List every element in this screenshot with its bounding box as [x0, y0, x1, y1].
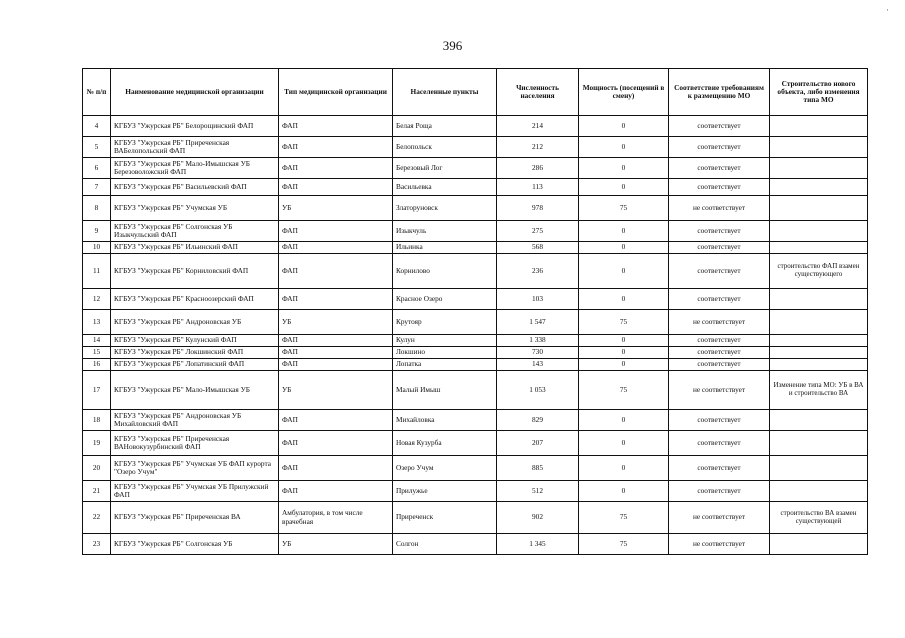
settlement-cell: Корнилово	[393, 254, 497, 289]
table-row	[83, 534, 868, 555]
population-cell: 207	[497, 431, 579, 456]
row-number-cell: 8	[83, 196, 111, 221]
construction-cell	[770, 116, 868, 137]
construction-cell	[770, 242, 868, 254]
population-cell: 568	[497, 242, 579, 254]
settlement-cell: Приреченск	[393, 502, 497, 534]
settlement-cell: Кулун	[393, 335, 497, 347]
capacity-cell: 0	[579, 456, 669, 481]
population-cell: 103	[497, 289, 579, 310]
capacity-cell: 0	[579, 254, 669, 289]
settlement-cell: Ильинка	[393, 242, 497, 254]
page-number: 396	[442, 38, 463, 53]
capacity-cell: 0	[579, 116, 669, 137]
organization-type-cell: УБ	[279, 310, 393, 335]
compliance-cell: соответствует	[669, 137, 770, 158]
table-header-row	[83, 69, 868, 116]
construction-cell	[770, 481, 868, 502]
settlement-cell: Крутояр	[393, 310, 497, 335]
header-construction: Строительство нового объекта, либо изменения типа МО	[770, 69, 868, 116]
population-cell: 978	[497, 196, 579, 221]
population-cell: 236	[497, 254, 579, 289]
header-organization-type: Тип медицинской организации	[279, 69, 393, 116]
capacity-cell: 0	[579, 289, 669, 310]
table-row	[83, 481, 868, 502]
row-number-cell: 10	[83, 242, 111, 254]
table-row	[83, 456, 868, 481]
population-cell: 143	[497, 359, 579, 371]
compliance-cell: не соответствует	[669, 502, 770, 534]
settlement-cell: Белая Роща	[393, 116, 497, 137]
organization-name-cell: КГБУЗ "Ужурская РБ" Локшинский ФАП	[111, 347, 279, 359]
table-row	[83, 310, 868, 335]
table-row	[83, 347, 868, 359]
row-number-cell: 21	[83, 481, 111, 502]
corner-mark: ·	[886, 5, 889, 15]
table-row	[83, 196, 868, 221]
settlement-cell: Златоруновск	[393, 196, 497, 221]
header-settlements: Населенные пункты	[393, 69, 497, 116]
construction-cell	[770, 410, 868, 431]
population-cell: 829	[497, 410, 579, 431]
organization-name-cell: КГБУЗ "Ужурская РБ" Солгонская УБ	[111, 534, 279, 555]
construction-cell: строительство ФАП взамен существующего	[770, 254, 868, 289]
row-number-cell: 5	[83, 137, 111, 158]
table-row	[83, 254, 868, 289]
compliance-cell: соответствует	[669, 456, 770, 481]
compliance-cell: соответствует	[669, 431, 770, 456]
construction-cell: Изменение типа МО: УБ в ВА и строительство ВА	[770, 371, 868, 410]
population-cell: 1 547	[497, 310, 579, 335]
organization-type-cell: ФАП	[279, 254, 393, 289]
organization-type-cell: ФАП	[279, 116, 393, 137]
organization-name-cell: КГБУЗ "Ужурская РБ" Учумская УБ ФАП курорта "Озеро Учум"	[111, 456, 279, 481]
compliance-cell: не соответствует	[669, 196, 770, 221]
organization-name-cell: КГБУЗ "Ужурская РБ" Приреченская ВАНовокузурбинский ФАП	[111, 431, 279, 456]
construction-cell	[770, 137, 868, 158]
header-organization-name: Наименование медицинской организации	[111, 69, 279, 116]
compliance-cell: соответствует	[669, 359, 770, 371]
organization-name-cell: КГБУЗ "Ужурская РБ" Учумская УБ Прилужский ФАП	[111, 481, 279, 502]
table-row	[83, 502, 868, 534]
organization-type-cell: ФАП	[279, 137, 393, 158]
settlement-cell: Малый Имыш	[393, 371, 497, 410]
table-row	[83, 289, 868, 310]
capacity-cell: 0	[579, 221, 669, 242]
compliance-cell: не соответствует	[669, 534, 770, 555]
organization-name-cell: КГБУЗ "Ужурская РБ" Кулунский ФАП	[111, 335, 279, 347]
row-number-cell: 20	[83, 456, 111, 481]
settlement-cell: Новая Кузурба	[393, 431, 497, 456]
capacity-cell: 75	[579, 196, 669, 221]
organization-name-cell: КГБУЗ "Ужурская РБ" Красноозерский ФАП	[111, 289, 279, 310]
capacity-cell: 75	[579, 371, 669, 410]
construction-cell	[770, 289, 868, 310]
row-number-cell: 4	[83, 116, 111, 137]
population-cell: 1 338	[497, 335, 579, 347]
table-body	[83, 116, 868, 555]
construction-cell	[770, 310, 868, 335]
construction-cell	[770, 196, 868, 221]
population-cell: 885	[497, 456, 579, 481]
organization-name-cell: КГБУЗ "Ужурская РБ" Васильевский ФАП	[111, 179, 279, 196]
capacity-cell: 0	[579, 137, 669, 158]
compliance-cell: соответствует	[669, 116, 770, 137]
organization-name-cell: КГБУЗ "Ужурская РБ" Мало-Имышская УБ Березоволожский ФАП	[111, 158, 279, 179]
population-cell: 902	[497, 502, 579, 534]
table-row	[83, 371, 868, 410]
population-cell: 113	[497, 179, 579, 196]
table-row	[83, 410, 868, 431]
compliance-cell: соответствует	[669, 335, 770, 347]
header-number: № п/п	[83, 69, 111, 116]
organization-type-cell: УБ	[279, 534, 393, 555]
row-number-cell: 16	[83, 359, 111, 371]
population-cell: 730	[497, 347, 579, 359]
settlement-cell: Лопатка	[393, 359, 497, 371]
population-cell: 1 345	[497, 534, 579, 555]
row-number-cell: 11	[83, 254, 111, 289]
row-number-cell: 23	[83, 534, 111, 555]
compliance-cell: соответствует	[669, 481, 770, 502]
compliance-cell: не соответствует	[669, 310, 770, 335]
row-number-cell: 7	[83, 179, 111, 196]
organization-type-cell: ФАП	[279, 456, 393, 481]
settlement-cell: Красное Озеро	[393, 289, 497, 310]
table-row	[83, 116, 868, 137]
construction-cell: строительство ВА взамен существующей	[770, 502, 868, 534]
capacity-cell: 0	[579, 410, 669, 431]
settlement-cell: Белопольск	[393, 137, 497, 158]
settlement-cell: Прилужье	[393, 481, 497, 502]
construction-cell	[770, 359, 868, 371]
table-row	[83, 221, 868, 242]
capacity-cell: 75	[579, 310, 669, 335]
capacity-cell: 0	[579, 242, 669, 254]
compliance-cell: не соответствует	[669, 371, 770, 410]
capacity-cell: 0	[579, 335, 669, 347]
medical-organizations-table	[82, 68, 868, 555]
construction-cell	[770, 347, 868, 359]
construction-cell	[770, 179, 868, 196]
organization-name-cell: КГБУЗ "Ужурская РБ" Корниловский ФАП	[111, 254, 279, 289]
header-capacity: Мощность (посещений в смену)	[579, 69, 669, 116]
construction-cell	[770, 221, 868, 242]
population-cell: 512	[497, 481, 579, 502]
compliance-cell: соответствует	[669, 179, 770, 196]
organization-type-cell: ФАП	[279, 410, 393, 431]
row-number-cell: 12	[83, 289, 111, 310]
settlement-cell: Березовый Лог	[393, 158, 497, 179]
table-row	[83, 242, 868, 254]
organization-type-cell: ФАП	[279, 221, 393, 242]
capacity-cell: 0	[579, 359, 669, 371]
row-number-cell: 9	[83, 221, 111, 242]
organization-name-cell: КГБУЗ "Ужурская РБ" Андроновская УБ	[111, 310, 279, 335]
organization-type-cell: ФАП	[279, 335, 393, 347]
table-row	[83, 158, 868, 179]
table-row	[83, 137, 868, 158]
organization-name-cell: КГБУЗ "Ужурская РБ" Лопатинский ФАП	[111, 359, 279, 371]
table-row	[83, 179, 868, 196]
capacity-cell: 0	[579, 431, 669, 456]
compliance-cell: соответствует	[669, 254, 770, 289]
organization-name-cell: КГБУЗ "Ужурская РБ" Андроновская УБ Михайловский ФАП	[111, 410, 279, 431]
row-number-cell: 6	[83, 158, 111, 179]
construction-cell	[770, 158, 868, 179]
organization-type-cell: ФАП	[279, 347, 393, 359]
table-row	[83, 335, 868, 347]
compliance-cell: соответствует	[669, 347, 770, 359]
compliance-cell: соответствует	[669, 221, 770, 242]
compliance-cell: соответствует	[669, 242, 770, 254]
organization-type-cell: ФАП	[279, 179, 393, 196]
row-number-cell: 19	[83, 431, 111, 456]
compliance-cell: соответствует	[669, 158, 770, 179]
organization-type-cell: ФАП	[279, 158, 393, 179]
header-compliance: Соответствие требованиям к размещению МО	[669, 69, 770, 116]
table-row	[83, 359, 868, 371]
organization-name-cell: КГБУЗ "Ужурская РБ" Учумская УБ	[111, 196, 279, 221]
construction-cell	[770, 534, 868, 555]
capacity-cell: 0	[579, 179, 669, 196]
population-cell: 212	[497, 137, 579, 158]
construction-cell	[770, 431, 868, 456]
compliance-cell: соответствует	[669, 410, 770, 431]
population-cell: 1 053	[497, 371, 579, 410]
organization-type-cell: УБ	[279, 196, 393, 221]
settlement-cell: Солгон	[393, 534, 497, 555]
organization-type-cell: Амбулатория, в том числе врачебная	[279, 502, 393, 534]
row-number-cell: 15	[83, 347, 111, 359]
organization-type-cell: ФАП	[279, 481, 393, 502]
population-cell: 214	[497, 116, 579, 137]
organization-type-cell: ФАП	[279, 242, 393, 254]
population-cell: 286	[497, 158, 579, 179]
table-row	[83, 431, 868, 456]
settlement-cell: Михайловка	[393, 410, 497, 431]
settlement-cell: Озеро Учум	[393, 456, 497, 481]
organization-name-cell: КГБУЗ "Ужурская РБ" Ильинский ФАП	[111, 242, 279, 254]
settlement-cell: Изыкчуль	[393, 221, 497, 242]
organization-name-cell: КГБУЗ "Ужурская РБ" Мало-Имышская УБ	[111, 371, 279, 410]
row-number-cell: 17	[83, 371, 111, 410]
organization-name-cell: КГБУЗ "Ужурская РБ" Приреченская ВА	[111, 502, 279, 534]
capacity-cell: 0	[579, 347, 669, 359]
organization-name-cell: КГБУЗ "Ужурская РБ" Приреченская ВАБелопольский ФАП	[111, 137, 279, 158]
row-number-cell: 18	[83, 410, 111, 431]
capacity-cell: 75	[579, 534, 669, 555]
header-population: Численность населения	[497, 69, 579, 116]
row-number-cell: 14	[83, 335, 111, 347]
row-number-cell: 13	[83, 310, 111, 335]
capacity-cell: 0	[579, 158, 669, 179]
organization-name-cell: КГБУЗ "Ужурская РБ" Белорощинский ФАП	[111, 116, 279, 137]
organization-type-cell: ФАП	[279, 359, 393, 371]
organization-type-cell: ФАП	[279, 289, 393, 310]
organization-name-cell: КГБУЗ "Ужурская РБ" Солгонская УБ Изыкчульский ФАП	[111, 221, 279, 242]
population-cell: 275	[497, 221, 579, 242]
settlement-cell: Локшино	[393, 347, 497, 359]
construction-cell	[770, 456, 868, 481]
row-number-cell: 22	[83, 502, 111, 534]
settlement-cell: Васильевка	[393, 179, 497, 196]
construction-cell	[770, 335, 868, 347]
compliance-cell: соответствует	[669, 289, 770, 310]
organization-type-cell: ФАП	[279, 431, 393, 456]
capacity-cell: 75	[579, 502, 669, 534]
capacity-cell: 0	[579, 481, 669, 502]
organization-type-cell: УБ	[279, 371, 393, 410]
